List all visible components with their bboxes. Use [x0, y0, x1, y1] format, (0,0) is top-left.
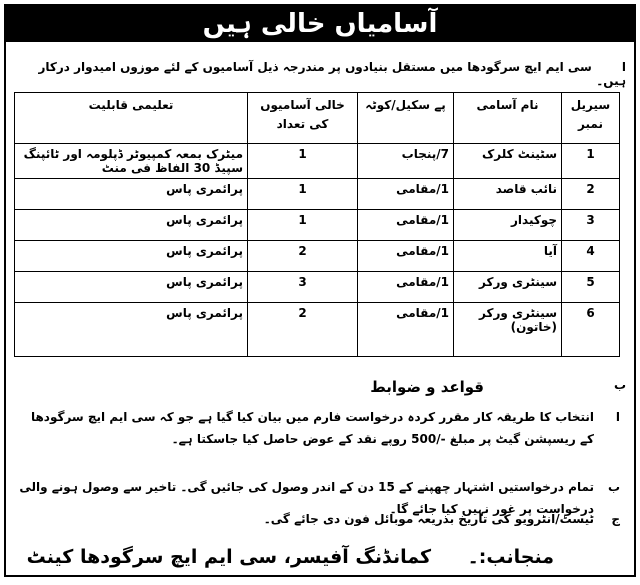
cell-serial: 5 — [562, 272, 620, 303]
cell-post: سٹینٹ کلرک — [454, 144, 562, 179]
cell-count: 2 — [248, 241, 358, 272]
vacancy-table — [14, 92, 620, 357]
cell-qualification: پرائمری پاس — [15, 303, 248, 357]
rule-number: ب — [607, 480, 620, 494]
rule-item: ٹیسٹ/انٹرویو کی تاریخ بذریعہ موبائل فون دی جائے گی۔ — [263, 512, 594, 526]
table-header-row — [15, 93, 620, 144]
intro-number: ا — [621, 60, 626, 74]
table-row — [15, 210, 620, 241]
header-serial: سیریل نمبر — [562, 93, 620, 144]
cell-scale: 1/مقامی — [358, 179, 454, 210]
table-row — [15, 179, 620, 210]
cell-post: چوکیدار — [454, 210, 562, 241]
cell-count: 2 — [248, 303, 358, 357]
cell-scale: 7/پنجاب — [358, 144, 454, 179]
intro-text: سی ایم ایچ سرگودھا میں مستقل بنیادوں پر مندرجہ ذیل آسامیوں کے لئے موزوں امیدوار درکار ہیں۔ — [38, 60, 626, 88]
cell-serial: 2 — [562, 179, 620, 210]
cell-qualification: میٹرک بمعہ کمپیوٹر ڈپلومہ اور ٹائپنگ سپیڈ 30 الفاظ فی منٹ — [15, 144, 248, 179]
cell-count: 1 — [248, 179, 358, 210]
cell-qualification: پرائمری پاس — [15, 210, 248, 241]
rules-letter: ب — [613, 378, 626, 392]
cell-serial: 4 — [562, 241, 620, 272]
table-row — [15, 241, 620, 272]
intro-paragraph — [16, 60, 626, 88]
cell-serial: 1 — [562, 144, 620, 179]
header-scale: پے سکیل/کوٹہ — [358, 93, 454, 144]
cell-count: 3 — [248, 272, 358, 303]
rule-item: تمام درخواستیں اشتہار چھپنے کے 15 دن کے اندر وصول کی جائیں گی۔ تاخیر سے وصول ہونے والی درخواست پر غور نہیں کیا جائے گا۔ — [19, 480, 594, 516]
cell-scale: 1/مقامی — [358, 272, 454, 303]
cell-qualification: پرائمری پاس — [15, 272, 248, 303]
cell-scale: 1/مقامی — [358, 210, 454, 241]
cell-scale: 1/مقامی — [358, 241, 454, 272]
cell-scale: 1/مقامی — [358, 303, 454, 357]
cell-post: آیا — [454, 241, 562, 272]
footer — [27, 546, 554, 568]
cell-post: نائب قاصد — [454, 179, 562, 210]
rule-number: ج — [611, 512, 620, 526]
table-row — [15, 144, 620, 179]
advertisement — [4, 4, 636, 577]
cell-post: سینٹری ورکر (خاتون) — [454, 303, 562, 357]
cell-serial: 3 — [562, 210, 620, 241]
cell-qualification: پرائمری پاس — [15, 241, 248, 272]
footer-label: منجانب:۔ — [467, 546, 554, 568]
rules-heading: قواعد و ضوابط — [370, 378, 484, 396]
rule-item: انتخاب کا طریقہ کار مقرر کردہ درخواست فارم میں بیان کیا گیا ہے جو کہ سی ایم ایچ سرگودھا کے ریسپشن گیٹ پر مبلغ -/500 روپے نقد کے عوض حاصل کیا جاسکتا ہے۔ — [30, 410, 594, 446]
cell-serial: 6 — [562, 303, 620, 357]
cell-post: سینٹری ورکر — [454, 272, 562, 303]
cell-qualification: پرائمری پاس — [15, 179, 248, 210]
header-qualification: تعلیمی قابلیت — [15, 93, 248, 144]
cell-count: 1 — [248, 144, 358, 179]
cell-count: 1 — [248, 210, 358, 241]
rule-number: ا — [615, 410, 620, 424]
header-post: نام آسامی — [454, 93, 562, 144]
table-row — [15, 303, 620, 357]
header-count: خالی آسامیوں کی تعداد — [248, 93, 358, 144]
page-title: آسامیاں خالی ہیں — [6, 6, 634, 42]
table-row — [15, 272, 620, 303]
footer-signatory: کمانڈنگ آفیسر، سی ایم ایچ سرگودھا کینٹ — [26, 546, 432, 568]
